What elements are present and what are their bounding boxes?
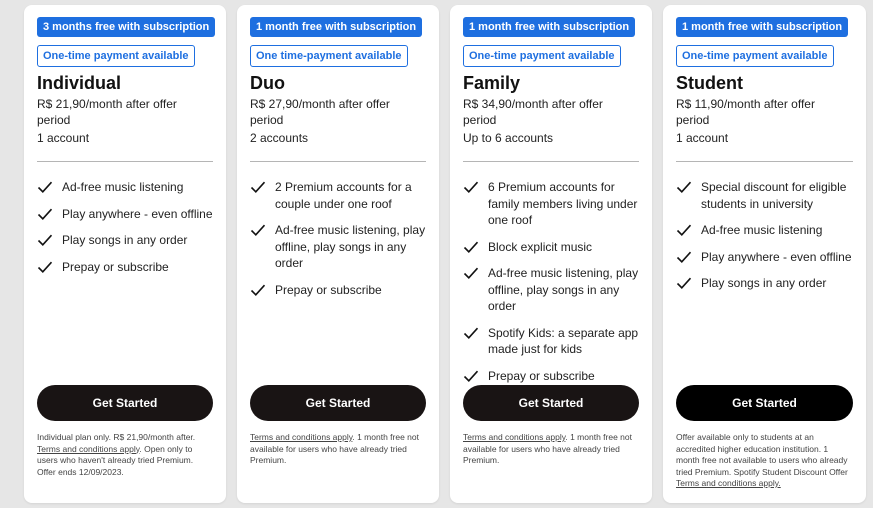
feature-list (250, 179, 426, 308)
check-icon (463, 240, 479, 254)
feature-item (37, 232, 213, 249)
fine-print-text: Individual plan only. R$ 21,90/month after. (37, 432, 196, 442)
plan-name: Family (463, 73, 521, 93)
fine-print-text: . Open only to users who haven't already tried Premium. Offer ends 12/09/2023. (37, 443, 194, 477)
check-icon (676, 223, 692, 237)
check-icon (37, 260, 53, 274)
feature-item (37, 259, 213, 276)
check-icon (463, 266, 479, 280)
fine-print (250, 432, 426, 467)
plan-accounts: 1 account (676, 131, 729, 145)
fine-print-text: . 1 month free not available for users who have already tried Premium. (463, 432, 632, 465)
plan-name: Student (676, 73, 743, 93)
feature-text: Ad-free music listening (62, 180, 184, 194)
terms-link[interactable]: Terms and conditions apply (250, 432, 353, 442)
check-icon (37, 180, 53, 194)
feature-text: Ad-free music listening (701, 223, 823, 237)
check-icon (250, 180, 266, 194)
feature-item (676, 179, 853, 212)
plan-price: R$ 11,90/month after offer period (676, 97, 815, 127)
plan-name: Individual (37, 73, 122, 93)
divider (676, 161, 853, 162)
feature-text: Ad-free music listening, play offline, play songs in any order (488, 266, 639, 313)
feature-text: Play anywhere - even offline (62, 206, 213, 221)
plan-card-individual (24, 5, 226, 503)
feature-text: Prepay or subscribe (488, 368, 595, 383)
feature-item (463, 368, 639, 385)
get-started-button[interactable]: Get Started (676, 385, 853, 421)
plan-card-student (663, 5, 866, 503)
check-icon (250, 283, 266, 297)
feature-item (250, 179, 426, 212)
payment-badge: One-time payment available (676, 45, 834, 67)
feature-text: 2 Premium accounts for a couple under one roof (275, 180, 412, 211)
plan-name: Duo (250, 73, 285, 93)
feature-text: Prepay or subscribe (62, 259, 169, 274)
plan-accounts: Up to 6 accounts (463, 131, 554, 145)
fine-print (463, 432, 639, 467)
check-icon (676, 250, 692, 264)
fine-print-text: Offer available only to students at an accredited higher education institution. 1 month free not available to users who already tried Premium. Spotify Student Discount Offer (676, 432, 848, 477)
feature-text: Special discount for eligible students in university (701, 180, 847, 211)
feature-text: Play songs in any order (62, 233, 188, 247)
terms-link[interactable]: Terms and conditions apply (463, 432, 566, 442)
feature-list (37, 179, 213, 285)
get-started-button[interactable]: Get Started (463, 385, 639, 421)
feature-item (37, 179, 213, 196)
feature-item (463, 265, 639, 315)
fine-print (676, 432, 853, 490)
feature-text: Play songs in any order (701, 276, 827, 290)
feature-item (250, 282, 426, 299)
feature-item (463, 179, 639, 229)
plan-accounts: 2 accounts (250, 131, 309, 145)
plan-price: R$ 27,90/month after offer period (250, 97, 390, 127)
get-started-button[interactable]: Get Started (37, 385, 213, 421)
promo-badge: 3 months free with subscription (37, 17, 215, 37)
divider (463, 161, 639, 162)
terms-link[interactable]: Terms and conditions apply. (676, 478, 781, 488)
plan-card-family (450, 5, 652, 503)
promo-badge: 1 month free with subscription (463, 17, 635, 37)
check-icon (463, 180, 479, 194)
check-icon (676, 276, 692, 290)
payment-badge: One-time payment available (37, 45, 195, 67)
plan-price: R$ 34,90/month after offer period (463, 97, 603, 127)
check-icon (37, 207, 53, 221)
feature-text: 6 Premium accounts for family members living under one roof (488, 180, 638, 227)
check-icon (676, 180, 692, 194)
terms-link[interactable]: Terms and conditions apply (37, 443, 140, 454)
feature-item (37, 206, 213, 223)
check-icon (463, 326, 479, 340)
fine-print-text: . 1 month free not available for users who have already tried Premium. (250, 432, 419, 465)
payment-badge: One-time payment available (463, 45, 621, 67)
feature-text: Ad-free music listening, play offline, play songs in any order (275, 223, 426, 270)
feature-item (676, 249, 853, 266)
feature-text: Block explicit music (488, 239, 593, 254)
payment-badge: One time-payment available (250, 45, 408, 67)
promo-badge: 1 month free with subscription (250, 17, 422, 37)
feature-item (250, 222, 426, 272)
check-icon (463, 369, 479, 383)
get-started-button[interactable]: Get Started (250, 385, 426, 421)
divider (250, 161, 426, 162)
divider (37, 161, 213, 162)
check-icon (37, 233, 53, 247)
feature-item (676, 275, 853, 292)
plan-price: R$ 21,90/month after offer period (37, 97, 177, 127)
feature-list (463, 179, 639, 394)
check-icon (250, 223, 266, 237)
feature-list (676, 179, 853, 302)
plan-accounts: 1 account (37, 131, 90, 145)
promo-badge: 1 month free with subscription (676, 17, 848, 37)
feature-text: Spotify Kids: a separate app made just for kids (488, 325, 639, 356)
fine-print (37, 432, 213, 478)
feature-item (463, 325, 639, 358)
feature-item (463, 239, 639, 256)
feature-text: Play anywhere - even offline (701, 249, 852, 264)
feature-text: Prepay or subscribe (275, 282, 382, 297)
feature-item (676, 222, 853, 239)
plan-card-duo (237, 5, 439, 503)
